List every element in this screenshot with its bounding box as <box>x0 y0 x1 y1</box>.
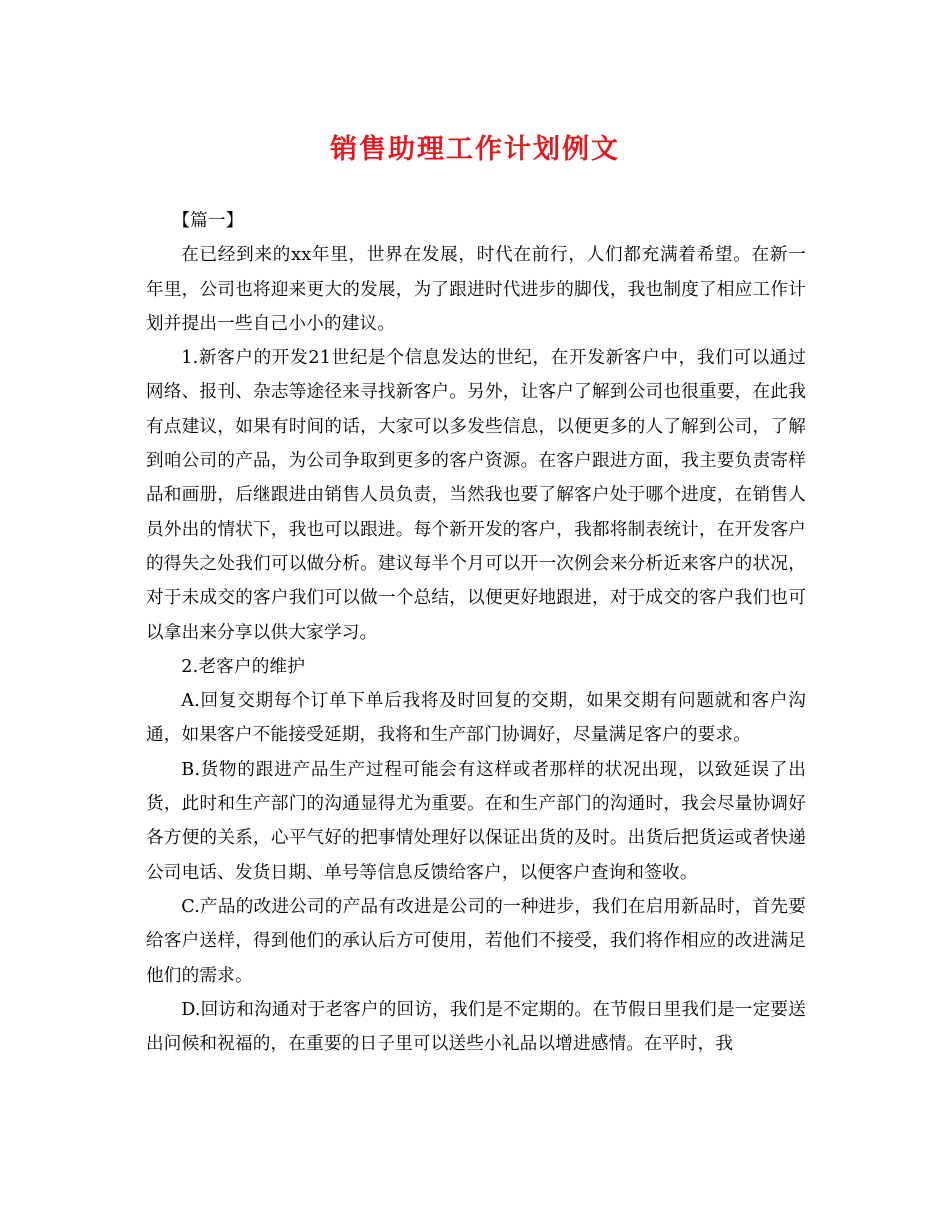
paragraph-intro: 在已经到来的xx年里，世界在发展，时代在前行，人们都充满着希望。在新一年里，公司也将迎来更大的发展，为了跟进时代进步的脚伐，我也制度了相应工作计划并提出一些自己小小的建议。 <box>146 245 806 334</box>
section-tag: 【篇一】 <box>172 211 244 231</box>
paragraph-old-customers-heading: 2.老客户的维护 <box>181 656 306 677</box>
paragraph-product-improvement: C.产品的改进公司的产品有改进是公司的一种进步，我们在启用新品时，首先要给客户送样，得到他们的承认后方可使用，若他们不接受，我们将作相应的改进满足他们的需求。 <box>146 896 806 986</box>
paragraph-delivery-reply: A.回复交期每个订单下单后我将及时回复的交期，如果交期有问题就和客户沟通，如果客户不能接受延期，我将和生产部门协调好，尽量满足客户的要求。 <box>146 691 806 746</box>
paragraph-revisit: D.回访和沟通对于老客户的回访，我们是不定期的。在节假日里我们是一定要送出问候和祝福的，在重要的日子里可以送些小礼品以增进感情。在平时，我 <box>146 999 806 1055</box>
paragraph-new-customers: 1.新客户的开发21世纪是个信息发达的世纪，在开发新客户中，我们可以通过网络、报刊、杂志等途径来寻找新客户。另外，让客户了解到公司也很重要，在此我有点建议，如果有时间的话，大家可以多发些信息，以便更多的人了解到公司，了解到咱公司的产品，为公司争取到更多的客户资源。在客户跟进方面，我主要负责寄样品和画册，后继跟进由销售人员负责，当然我也要了解客户处于哪个进度，在销售人员外出的情状下，我也可以跟进。每个新开发的客户，我都将制表统计，在开发客户的得失之处我们可以做分析。建议每半个月可以开一次例会来分析近来客户的状况，对于未成交的客户我们可以做一个总结，以便更好地跟进，对于成交的客户我们也可以拿出来分享以供大家学习。 <box>146 348 806 643</box>
document-title: 销售助理工作计划例文 <box>330 134 620 165</box>
document-body <box>146 204 806 1061</box>
paragraph-goods-followup: B.货物的跟进产品生产过程可能会有这样或者那样的状况出现，以致延误了出货，此时和生产部门的沟通显得尤为重要。在和生产部门的沟通时，我会尽量协调好各方便的关系，心平气好的把事情处理好以保证出货的及时。出货后把货运或者快递公司电话、发货日期、单号等信息反馈给客户，以便客户查询和签收。 <box>146 759 806 883</box>
